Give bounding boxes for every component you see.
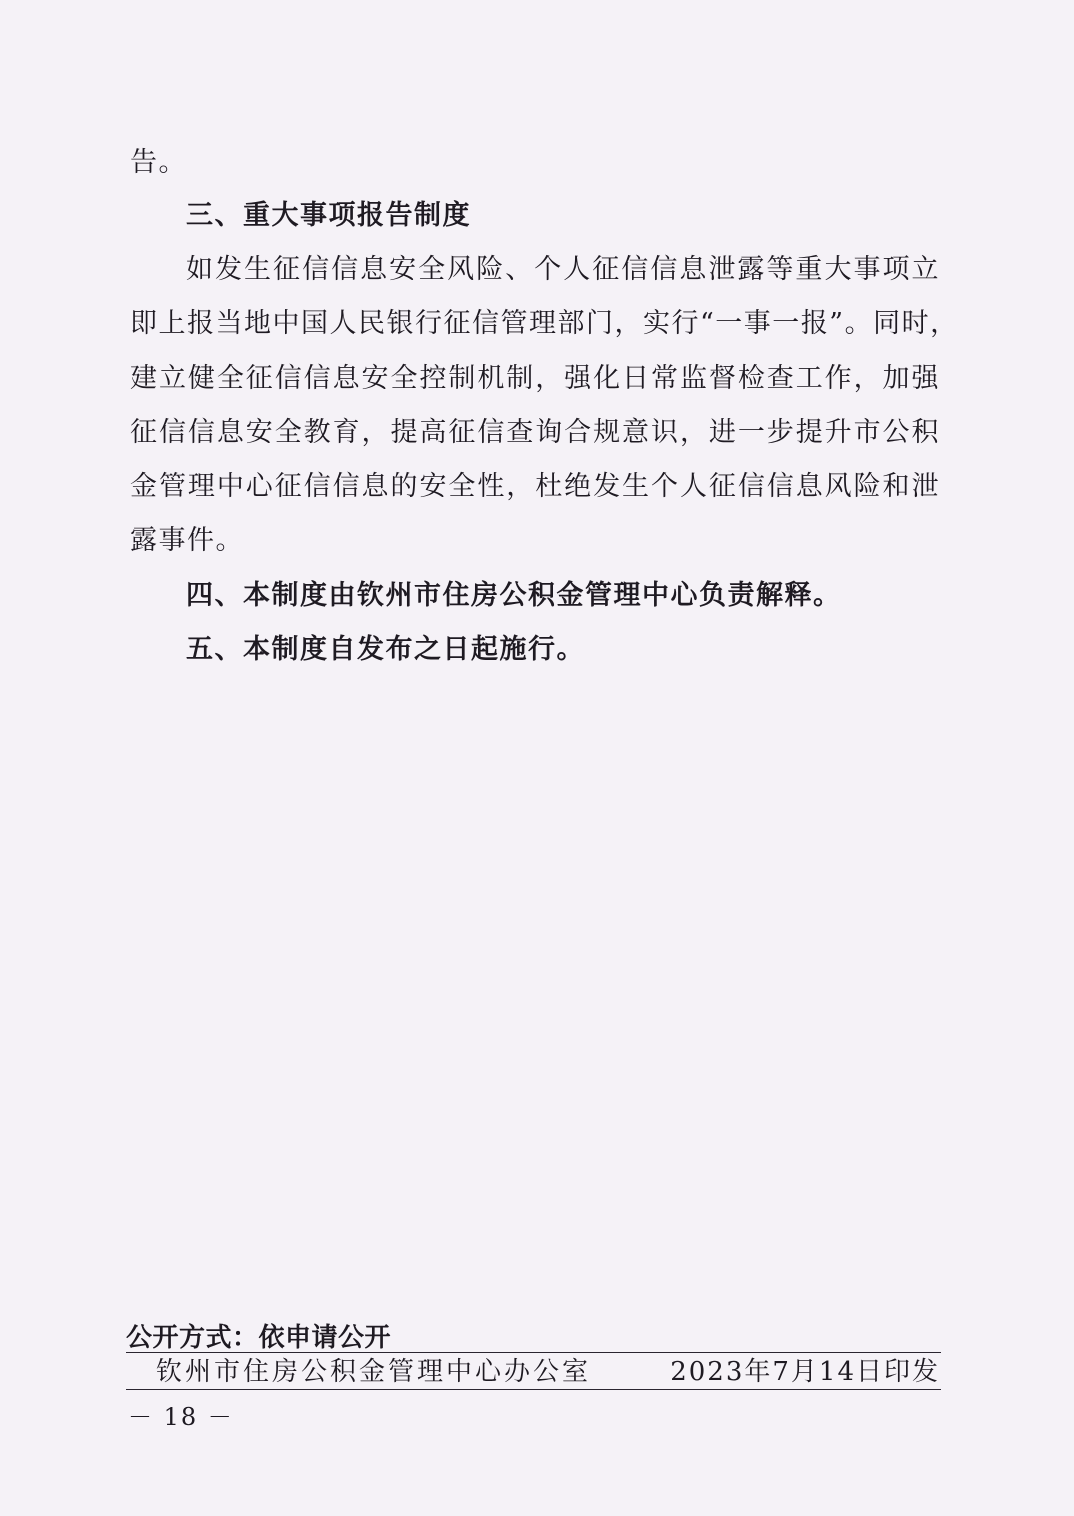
section-3-line-6: 露事件。 xyxy=(130,525,244,556)
continuation-text: 告。 xyxy=(130,147,187,178)
section-3-line-3: 建立健全征信信息安全控制机制，强化日常监督检查工作，加强 xyxy=(130,363,940,394)
section-4-text: 四、本制度由钦州市住房公积金管理中心负责解释。 xyxy=(186,580,842,611)
footer-top-rule xyxy=(126,1352,941,1353)
page-number: － 18 － xyxy=(128,1403,234,1431)
disclosure-method: 公开方式：依申请公开 xyxy=(126,1323,392,1353)
section-3-heading: 三、重大事项报告制度 xyxy=(186,200,471,231)
section-3-line-1: 如发生征信信息安全风险、个人征信信息泄露等重大事项立 xyxy=(186,254,940,285)
section-3-line-5: 金管理中心征信信息的安全性，杜绝发生个人征信信息风险和泄 xyxy=(130,471,940,502)
section-3-line-4: 征信信息安全教育，提高征信查询合规意识，进一步提升市公积 xyxy=(130,417,940,448)
section-3-line-2: 即上报当地中国人民银行征信管理部门，实行“一事一报”。同时， xyxy=(130,308,959,339)
issuing-office: 钦州市住房公积金管理中心办公室 xyxy=(156,1357,592,1387)
issue-date: 2023年7月14日印发 xyxy=(670,1357,940,1387)
footer-bottom-rule xyxy=(126,1389,941,1390)
section-5-text: 五、本制度自发布之日起施行。 xyxy=(186,634,585,665)
